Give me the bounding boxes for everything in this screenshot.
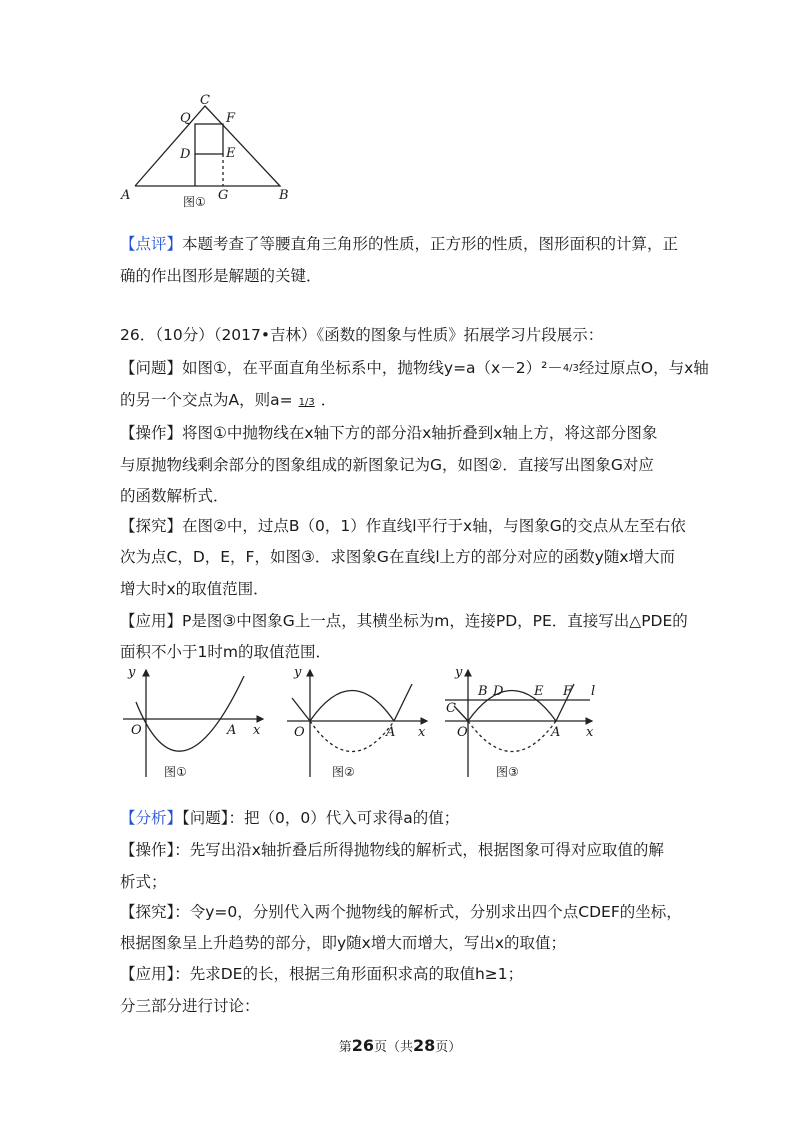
triangle-outline xyxy=(135,106,280,186)
q1-fraction: 4/3 xyxy=(562,363,579,374)
dashed-original-parabola xyxy=(468,721,556,752)
footer-mid: 页（共 xyxy=(373,1040,413,1055)
g2-label-y: y xyxy=(294,665,302,680)
label-g: G xyxy=(218,188,229,203)
footer-pre: 第 xyxy=(338,1040,352,1055)
q1-text: 【问题】如图①，在平面直角坐标系中，抛物线y=a（x－2）²－ xyxy=(120,359,563,377)
triangle-square-figure xyxy=(115,90,305,215)
g2-label-a: A xyxy=(386,725,396,740)
analysis-tag: 【分析】 xyxy=(120,809,183,827)
label-e: E xyxy=(226,146,236,161)
g2-caption: 图② xyxy=(332,765,355,779)
graph-g-left xyxy=(292,698,310,721)
q1-line2-tail: ． xyxy=(320,391,337,409)
g3-label-x: x xyxy=(586,725,594,740)
label-f: F xyxy=(226,111,236,126)
graph-figure-1 xyxy=(118,662,268,782)
comment-tag: 【点评】 xyxy=(120,235,183,253)
g1-label-o: O xyxy=(131,723,142,738)
dashed-original-parabola xyxy=(310,721,394,752)
g3-caption: 图③ xyxy=(496,765,519,779)
label-d: D xyxy=(180,147,191,162)
analysis-line-6: 【应用】：先求DE的长，根据三角形面积求高的取值h≥1； xyxy=(120,965,524,983)
g3-label-e: E xyxy=(534,684,544,699)
g3-label-o: O xyxy=(457,725,468,740)
footer-post: 页） xyxy=(435,1040,462,1055)
analysis-line-2: 【操作】：先写出沿x轴折叠后所得抛物线的解析式，根据图象可得对应取值的解 xyxy=(120,841,664,859)
q1-line2: 的另一个交点为A，则a= xyxy=(120,391,293,409)
operation-line-3: 的函数解析式． xyxy=(120,487,229,505)
g3-label-c: C xyxy=(446,701,456,716)
footer-page-number: 26 xyxy=(351,1036,374,1055)
page-footer xyxy=(0,1036,800,1055)
operation-line-2: 与原抛物线剩余部分的图象组成的新图象记为G，如图②．直接写出图象G对应 xyxy=(120,456,654,474)
label-b: B xyxy=(279,188,289,203)
g2-label-x: x xyxy=(418,725,426,740)
g1-label-x: x xyxy=(253,723,261,738)
g3-label-f: F xyxy=(563,684,573,699)
analysis-line-3: 析式； xyxy=(120,873,167,891)
explore-line-2: 次为点C，D，E，F，如图③．求图象G在直线l上方的部分对应的函数y随x增大而 xyxy=(120,548,676,566)
footer-total-pages: 28 xyxy=(413,1036,436,1055)
analysis-line-5: 根据图象呈上升趋势的部分，即y随x增大而增大，写出x的取值； xyxy=(120,934,567,952)
graph-figure-2 xyxy=(282,662,432,782)
figure-caption-top: 图① xyxy=(183,195,206,209)
analysis-line-7: 分三部分进行讨论： xyxy=(120,997,260,1015)
problem-header: 26．（10分）（2017•吉林）《函数的图象与性质》拓展学习片段展示： xyxy=(120,326,604,344)
graph-g-arch xyxy=(310,691,394,722)
square-upper xyxy=(195,124,223,154)
graph-g-right xyxy=(394,684,412,721)
problem-question-line-1 xyxy=(120,357,709,380)
g2-label-o: O xyxy=(294,725,305,740)
q1-answer-blank: 1/3 xyxy=(298,397,315,408)
problem-question-line-2 xyxy=(120,389,336,414)
apply-line-2: 面积不小于1时m的取值范围． xyxy=(120,643,331,661)
operation-line-1: 【操作】将图①中抛物线在x轴下方的部分沿x轴折叠到x轴上方，将这部分图象 xyxy=(120,424,658,442)
parabola xyxy=(136,676,244,751)
graph-g-left xyxy=(454,706,468,721)
label-a: A xyxy=(121,188,131,203)
label-c: C xyxy=(200,93,210,108)
g3-label-d: D xyxy=(493,684,504,699)
g3-label-b: B xyxy=(478,684,488,699)
g1-label-a: A xyxy=(227,723,237,738)
comment-line-2: 确的作出图形是解题的关键． xyxy=(120,267,322,285)
g3-label-y: y xyxy=(455,665,463,680)
explore-line-1: 【探究】在图②中，过点B（0，1）作直线l平行于x轴，与图象G的交点从左至右依 xyxy=(120,517,686,535)
g1-label-y: y xyxy=(128,665,136,680)
g3-label-l: l xyxy=(591,684,596,699)
apply-line-1: 【应用】P是图③中图象G上一点，其横坐标为m，连接PD，PE．直接写出△PDE的 xyxy=(120,612,688,630)
q1-tail: 经过原点O，与x轴 xyxy=(578,359,709,377)
graph-figure-3 xyxy=(440,662,600,782)
analysis-line-4: 【探究】：令y=0，分别代入两个抛物线的解析式，分别求出四个点CDEF的坐标， xyxy=(120,903,682,921)
analysis-text-1: 【问题】：把（0，0）代入可求得a的值； xyxy=(182,809,460,827)
analysis-line-1 xyxy=(120,807,459,829)
explore-line-3: 增大时x的取值范围． xyxy=(120,580,269,598)
label-q: Q xyxy=(180,111,191,126)
g3-label-a: A xyxy=(551,725,561,740)
g1-caption: 图① xyxy=(164,765,187,779)
comment-line-1 xyxy=(120,233,678,255)
comment-text-1: 本题考查了等腰直角三角形的性质，正方形的性质，图形面积的计算，正 xyxy=(182,235,679,253)
